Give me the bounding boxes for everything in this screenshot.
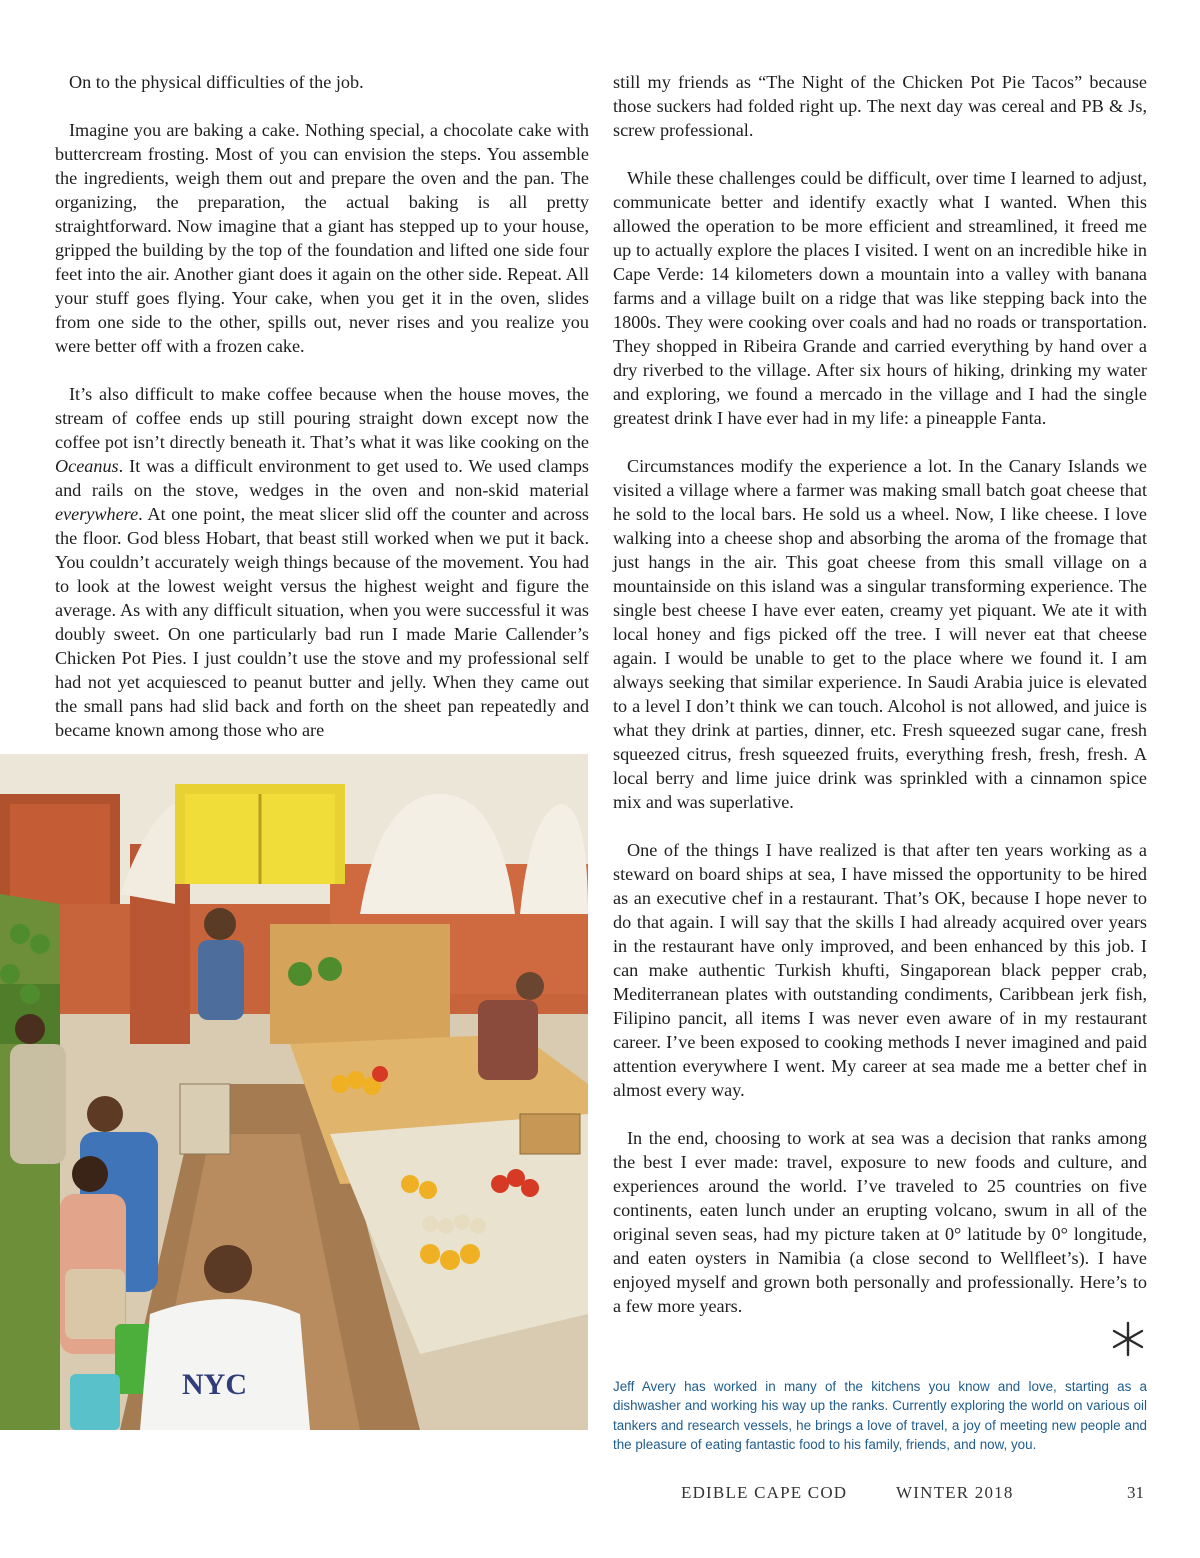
market-photo (0, 754, 588, 1430)
issue-date: WINTER 2018 (896, 1483, 1014, 1502)
asterisk-end-mark-icon (1108, 1319, 1148, 1359)
coffee-text-part1: It’s also difficult to make coffee because when the house moves, the stream of coffee ends up still pouring straight down except now the coffee pot isn’t directly beneath it. That’s what it was like cooking on the (55, 384, 589, 452)
paragraph-cape-verde: While these challenges could be difficult, over time I learned to adjust, communicate better and identify exactly what I wanted. When this allowed the operation to be more efficient and streamlined, it freed me up to actually explore the places I visited. I went on an incredible hike in Cape Verde: 14 kilometers down a mountain into a valley with banana farms and a village built on a ridge that was like stepping back into the 1800s. They were cooking over coals and had no roads or transportation. They shopped in Ribeira Grande and carried everything by hand over a dry riverbed to the village. After six hours of hiking, drinking my water and exploring, we found a mercado in the village and I had the single greatest drink I have ever had in my life: a pineapple Fanta. (613, 168, 1147, 428)
paragraph-cheese: Circumstances modify the experience a lot. In the Canary Islands we visited a village where a farmer was making small batch goat cheese that he sold to the local bars. He sold us a wheel. Now, I like cheese. I love walking into a cheese shop and absorbing the aroma of the fromage that just hangs in the air. This goat cheese from this small village on a mountainside on this island was a singular transforming experience. The single best cheese I have ever eaten, creamy yet piquant. We ate it with local honey and figs picked off the tree. I will never eat that cheese again. I would be unable to get to the place where we found it. I am always seeking that similar experience. In Saudi Arabia juice is elevated to a level I don’t think we can touch. Alcohol is not allowed, and juice is what they drink at parties, dinner, etc. Fresh squeezed sugar cane, fresh squeezed citrus, fresh squeezed fruits, everything fresh, fresh, fresh. A local berry and lime juice drink was sprinkled with a cinnamon spice mix and was superlative. (613, 456, 1147, 812)
paragraph-pot-pie-continued: still my friends as “The Night of the Chicken Pot Pie Tacos” because those suckers had folded right up. The next day was cereal and PB & Js, screw professional. (613, 72, 1147, 140)
page-footer (0, 1483, 1200, 1507)
coffee-text-part2: . It was a difficult environment to get used to. We used clamps and rails on the stove, wedges in the oven and non-skid material (55, 456, 589, 500)
coffee-text-part3: . At one point, the meat slicer slid off the counter and across the floor. God bless Hobart, that beast still worked when we put it back. You couldn’t accurately weigh things because of the movement. You had to look at the lowest weight versus the highest weight and figure the average. As with any difficult situation, when you were successful it was doubly sweet. On one particularly bad run I made Marie Callender’s Chicken Pot Pies. I just couldn’t use the stove and my professional self had not yet acquiesced to peanut butter and jelly. When they came out the small pans had slid back and forth on the sheet pan repeatedly and became known among those who are (55, 504, 589, 740)
publication-name: EDIBLE CAPE COD (681, 1483, 848, 1502)
emphasis-everywhere: everywhere (55, 504, 139, 524)
article-left-column (55, 70, 589, 766)
paragraph-coffee (55, 382, 589, 742)
paragraph-conclusion: In the end, choosing to work at sea was a decision that ranks among the best I ever made: travel, exposure to new foods and culture, and experiences around the world. I’ve traveled to 25 countries on five continents, eaten lunch under an erupting volcano, swum in all of the original seven seas, had my picture taken at 0° latitude by 0° longitude, and eaten oysters in Namibia (a close second to Wellfleet’s). I have enjoyed myself and grown both personally and professionally. Here’s to a few more years. (613, 1128, 1147, 1316)
paragraph-career: One of the things I have realized is that after ten years working as a steward on board ships at sea, I have missed the opportunity to be hired as an executive chef in a restaurant. That’s OK, because I hope never to do that again. I will say that the skills I had already acquired over years in the restaurant have only improved, and been enhanced by this job. I can make authentic Turkish khufti, Singaporean black pepper crab, Mediterranean plates with outstanding condiments, Caribbean jerk fish, Filipino pancit, all items I was never even aware of in my restaurant career. I’ve been exposed to cooking methods I never imagined and paid attention everywhere I went. My career at sea made me a better chef in almost every way. (613, 840, 1147, 1100)
shirt-text: NYC (182, 1368, 247, 1401)
ship-name: Oceanus (55, 456, 119, 476)
paragraph-cake: Imagine you are baking a cake. Nothing special, a chocolate cake with buttercream frosting. Most of you can envision the steps. You assemble the ingredients, weigh them out and prepare the oven and the pan. The organizing, the preparation, the actual baking is all pretty straightforward. Now imagine that a giant has stepped up to your house, gripped the building by the top of the foundation and lifted one side four feet into the air. Another giant does it again on the other side. Repeat. All your stuff goes flying. Your cake, when you get it in the oven, slides from one side to the other, spills out, never rises and you realize you were better off with a frozen cake. (55, 120, 589, 356)
page-number: 31 (1127, 1483, 1144, 1502)
article-right-column (613, 70, 1147, 1342)
author-bio: Jeff Avery has worked in many of the kitchens you know and love, starting as a dishwasher and working his way up the ranks. Currently exploring the world on various oil tankers and research vessels, he brings a love of travel, a joy of meeting new people and the pleasure of eating fantastic food to his family, friends, and now, you. (613, 1379, 1147, 1452)
paragraph-intro: On to the physical difficulties of the job. (69, 72, 364, 92)
